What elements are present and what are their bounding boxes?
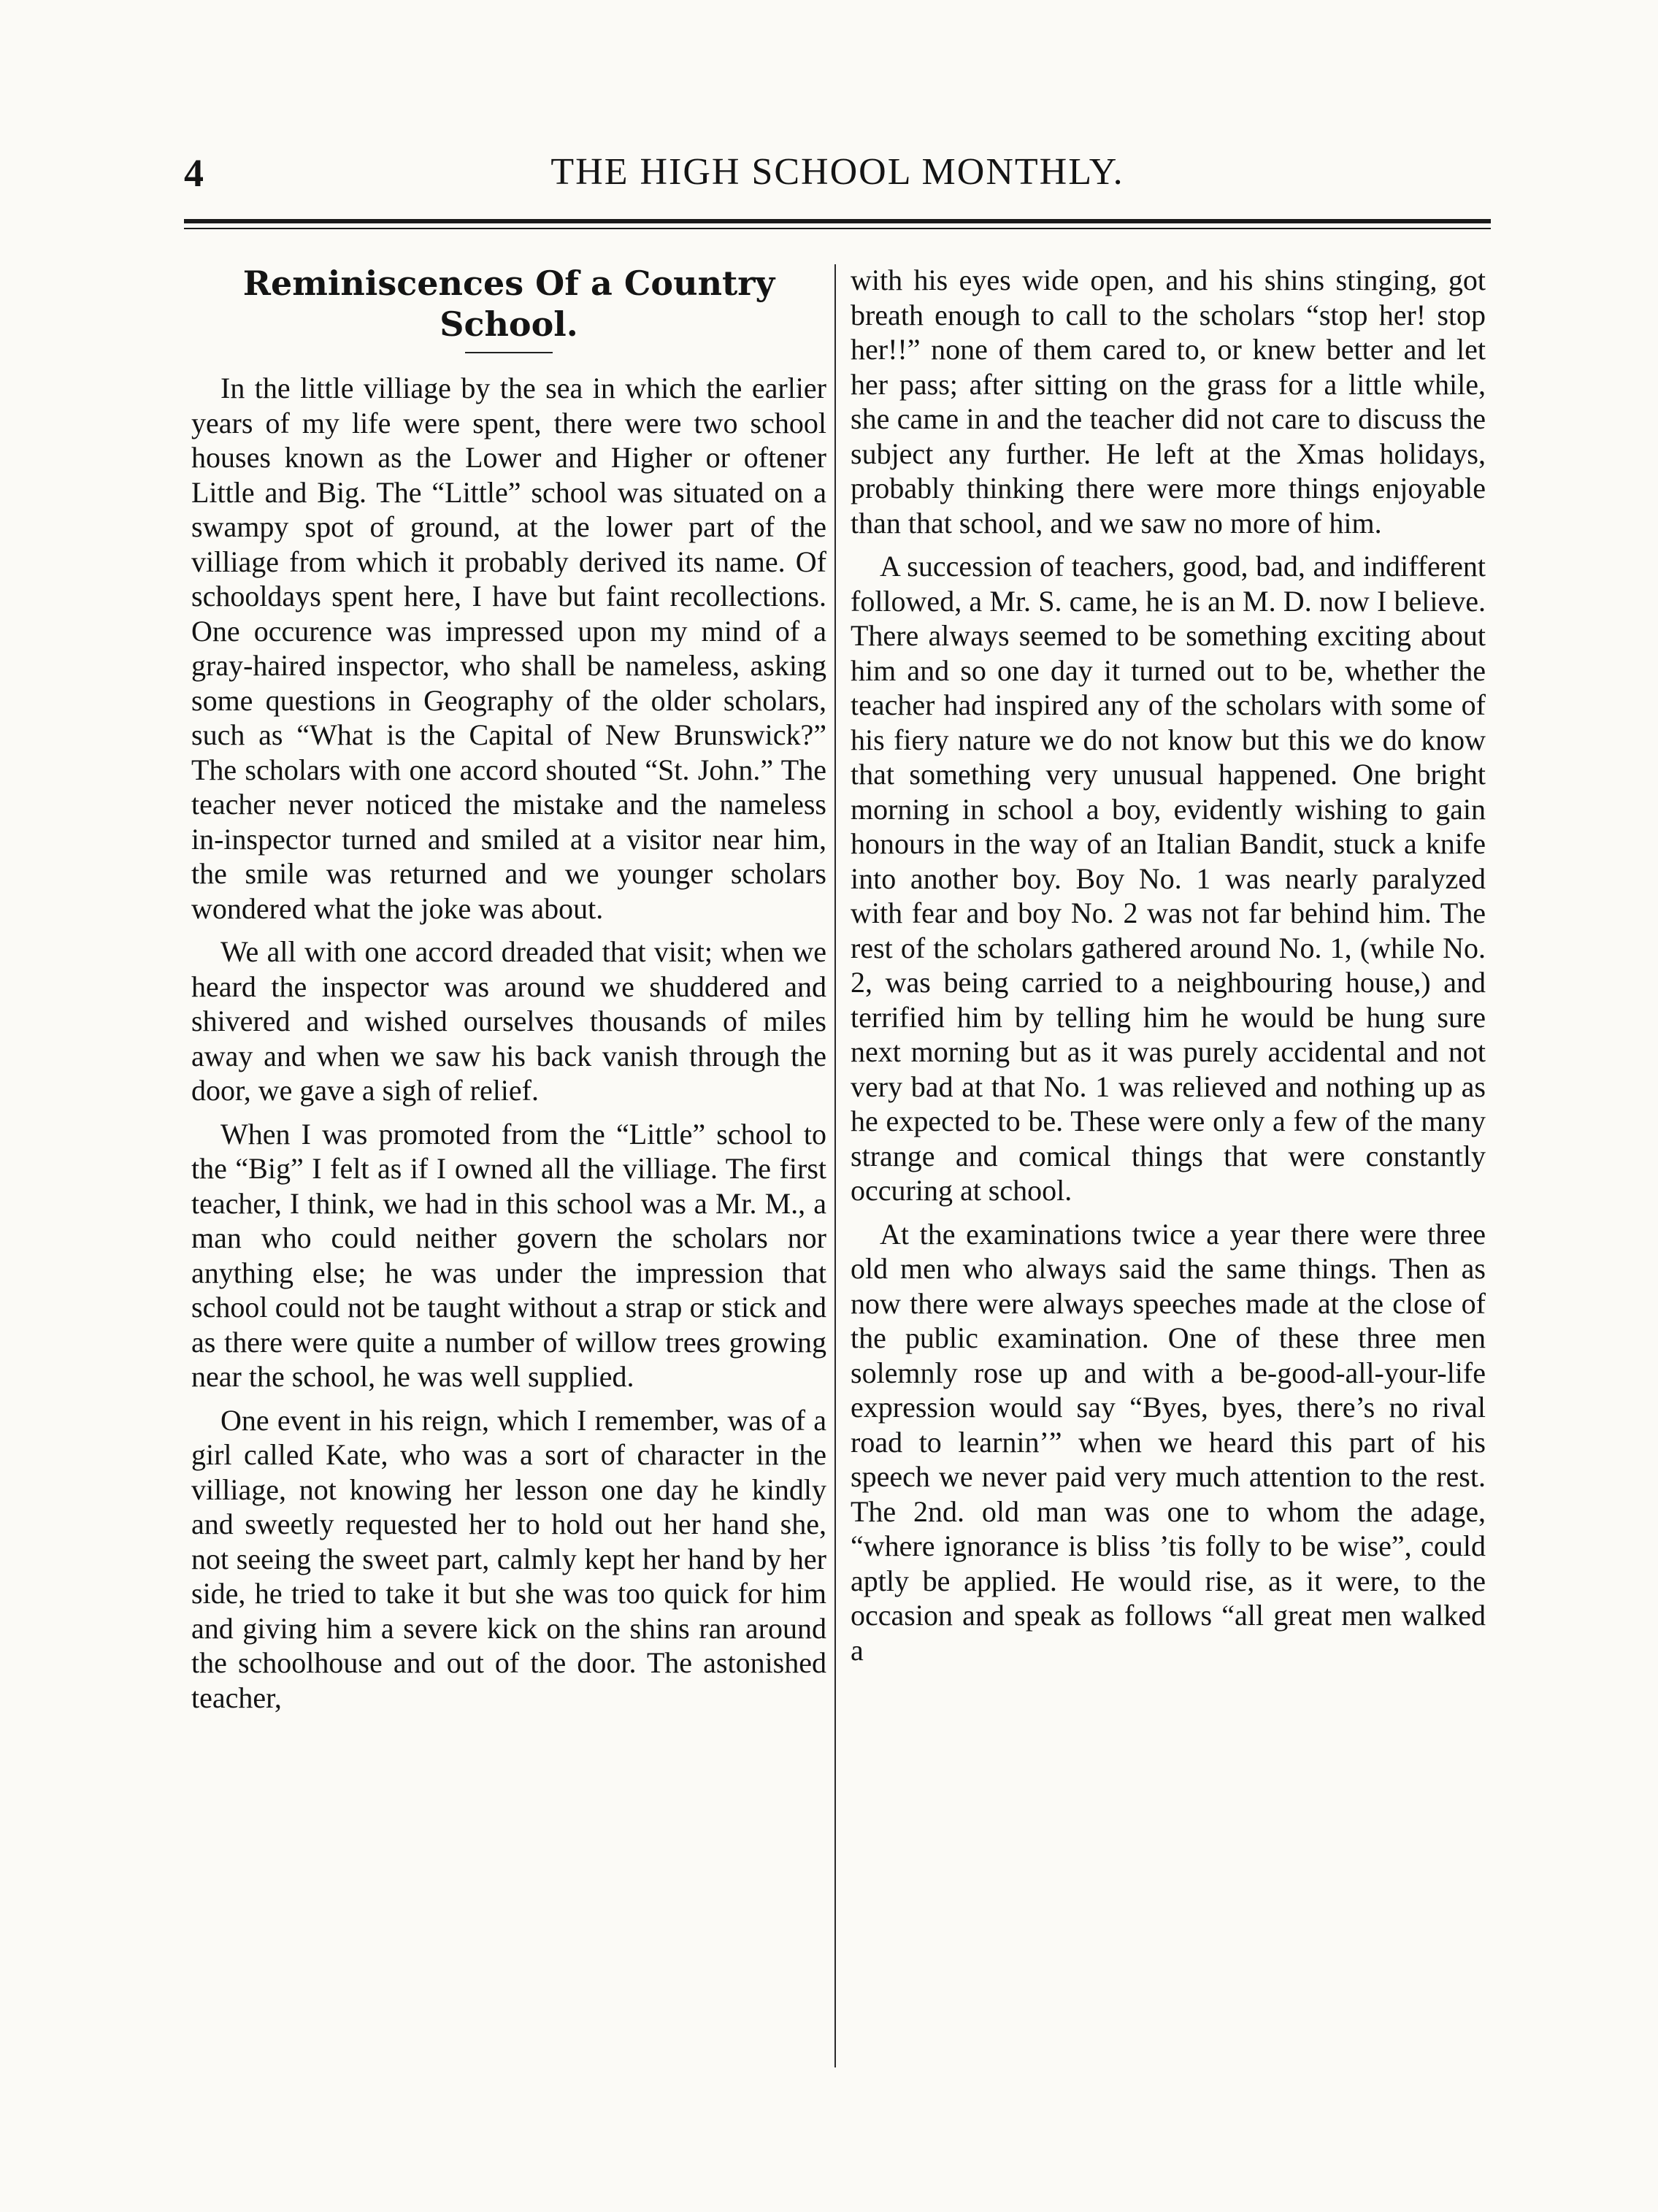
header-rule-thin xyxy=(184,228,1491,229)
paragraph: We all with one accord dreaded that visit; when we heard the inspector was around we shuddered and shivered and wished ourselves thousands of miles away and when we saw his back vanish through the door, we gave a sigh of relief. xyxy=(191,935,826,1107)
column-divider xyxy=(834,264,836,2067)
page-number: 4 xyxy=(184,151,204,195)
page-header xyxy=(184,150,1491,201)
article-title: Reminiscences Of a Country School. xyxy=(242,264,775,344)
paragraph: In the little villiage by the sea in which the earlier years of my life were spent, there were two school houses known as the Lower and Higher or oftener Little and Big. The “Little” school was situated on a swampy spot of ground, at the lower part of the villiage from which it probably derived its name. Of schooldays spent here, I have but faint recollections. One occurence was impressed upon my mind of a gray-haired inspector, who shall be nameless, asking some questions in Geography of the older scholars, such as “What is the Capital of New Brunswick?” The scholars with one accord shouted “St. John.” The teacher never noticed the mistake and the nameless in-inspector turned and smiled at a visitor near him, the smile was returned and we younger scholars wondered what the joke was about. xyxy=(191,372,826,925)
header-rule-thick xyxy=(184,219,1491,223)
paragraph: At the examinations twice a year there were three old men who always said the same things. Then as now there were always speeches made at the close of the public examination. One of these three men solemnly rose up and with a be-good-all-your-life expression would say “Byes, byes, there’s no rival road to learnin’” when we heard this part of his speech we never paid very much attention to the rest. The 2nd. old man was one to whom the adage, “where ignorance is bliss ’tis folly to be wise”, could aptly be applied. He would rise, as it were, to the occasion and speak as follows “all great men walked a xyxy=(851,1217,1486,1667)
right-column xyxy=(851,263,1486,1676)
title-rule xyxy=(465,352,553,353)
left-column xyxy=(191,263,826,1724)
running-title: THE HIGH SCHOOL MONTHLY. xyxy=(550,151,1124,193)
paragraph: A succession of teachers, good, bad, and indifferent followed, a Mr. S. came, he is an M. D. now I believe. There always seemed to be something exciting about him and so one day it turned out to be, whether the teacher had inspired any of the scholars with some of his fiery nature we do not know but this we do know that something very unusual happened. One bright morning in school a boy, evidently wishing to gain honours in the way of an Italian Bandit, stuck a knife into another boy. Boy No. 1 was nearly paralyzed with fear and boy No. 2 was not far behind him. The rest of the scholars gathered around No. 1, (while No. 2, was being carried to a neighbouring house,) and terrified him by telling him he would be hung sure next morning but as it was purely accidental and not very bad at that No. 1 was relieved and nothing up as he expected to be. These were only a few of the many strange and comical things that were constantly occuring at school. xyxy=(851,550,1486,1207)
paragraph: One event in his reign, which I remember, was of a girl called Kate, who was a sort of character in the villiage, not knowing her lesson one day he kindly and sweetly requested her to hold out her hand she, not seeing the sweet part, calmly kept her hand by her side, he tried to take it but she was too quick for him and giving him a severe kick on the shins ran around the schoolhouse and out of the door. The astonished teacher, xyxy=(191,1403,826,1714)
paragraph: with his eyes wide open, and his shins stinging, got breath enough to call to the scholars “stop her! stop her!!” none of them cared to, or knew better and let her pass; after sitting on the grass for a little while, she came in and the teacher did not care to discuss the subject any further. He left at the Xmas holidays, probably thinking there were more things enjoyable than that school, and we saw no more of him. xyxy=(851,264,1486,539)
paragraph: When I was promoted from the “Little” school to the “Big” I felt as if I owned all the villiage. The first teacher, I think, we had in this school was a Mr. M., a man who could neither govern the scholars nor anything else; he was under the impression that school could not be taught without a strap or stick and as there were quite a number of willow trees growing near the school, he was well supplied. xyxy=(191,1117,826,1393)
